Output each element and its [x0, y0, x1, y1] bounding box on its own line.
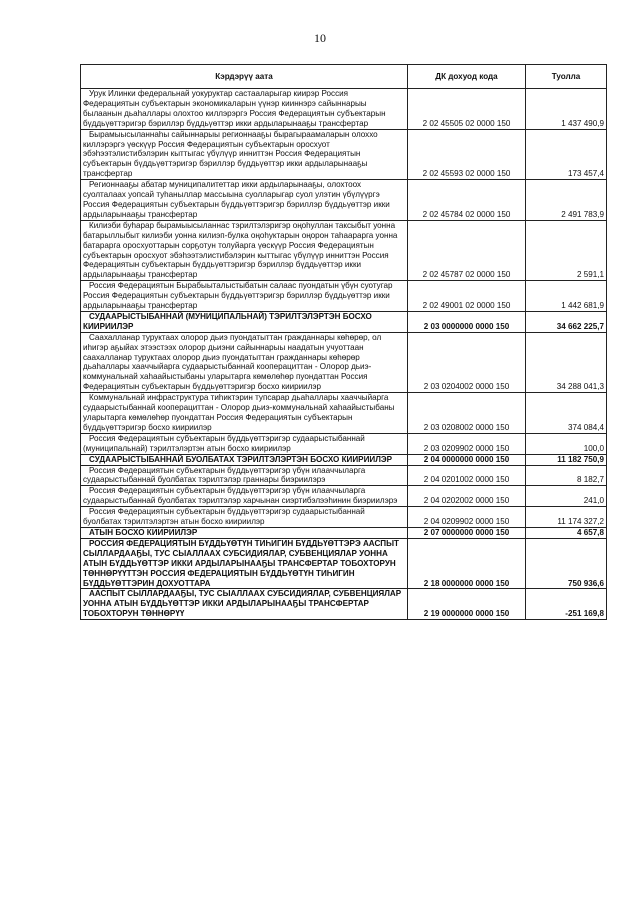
row-amount: 8 182,7: [526, 465, 607, 486]
row-name: Россия Федерациятын субъектарын бүддьүөттэригэр үбүн илааччыларга судаарыстыбаннай буолбатах тэрилтэлэр граннары биэриилэрэ: [81, 465, 408, 486]
table-row: [81, 433, 607, 454]
table-header-row: [81, 65, 607, 89]
table-row: [81, 454, 607, 465]
table-row: [81, 486, 607, 507]
table-row: [81, 507, 607, 528]
table-body: [81, 89, 607, 620]
table-row: [81, 332, 607, 392]
row-code: 2 04 0201002 0000 150: [408, 465, 526, 486]
row-name: СУДААРЫСТЫБАННАЙ БУОЛБАТАХ ТЭРИЛТЭЛЭРТЭН БОСХО КИИРИИЛЭР: [81, 454, 408, 465]
row-code: 2 03 0209902 0000 150: [408, 433, 526, 454]
row-amount: 2 491 783,9: [526, 180, 607, 221]
row-name: Россия Федерациятын субъектарын бүддьүөттэригэр судаарыстыбаннай буолбатах тэрилтэлэртэн атын босхо киириилэр: [81, 507, 408, 528]
row-name: Урук Илинки федеральнай уокуруктар састааларыгар киирэр Россия Федерациятын субъектарын экономикаларын үүнэр кииннэрэ сайыннарыы былаанын дьаһаллары олохтоо киллэрэргэ Россия Федерациятын субъектарын бүддьүөттэригэр бэриллэр бүддьүөттэр икки ардыларынааҕы трансфертар: [81, 89, 408, 130]
row-amount: 1 437 490,9: [526, 89, 607, 130]
row-code: 2 04 0000000 0000 150: [408, 454, 526, 465]
row-name: СУДААРЫСТЫБАННАЙ (МУНИЦИПАЛЬНАЙ) ТЭРИЛТЭЛЭРТЭН БОСХО КИИРИИЛЭР: [81, 311, 408, 332]
table-row: [81, 89, 607, 130]
row-amount: 241,0: [526, 486, 607, 507]
row-code: 2 03 0208002 0000 150: [408, 393, 526, 434]
row-name: Россия Федерациятын субъектарын бүддьүөттэригэр үбүн илааччыларга судаарыстыбаннай буолбатах тэрилтэлэр харчынан сиэртибэлээһинин биэриилэрэ: [81, 486, 408, 507]
row-amount: 750 936,6: [526, 538, 607, 589]
table-row: [81, 589, 607, 620]
row-code: 2 18 0000000 0000 150: [408, 538, 526, 589]
row-code: 2 03 0000000 0000 150: [408, 311, 526, 332]
row-name: Коммунальнай инфраструктура тиһиктэрин тупсарар дьаһаллары хааччыйарга судаарыстыбаннай кооперациттан - Олорор дьиэ-коммунальнай хаһаайыстыбаны уларытарга көмөлөһөр пуондаттан Россия Федерациятын субъектарын бүддьүөттэригэр босхо киириилэр: [81, 393, 408, 434]
row-amount: 100,0: [526, 433, 607, 454]
row-code: 2 19 0000000 0000 150: [408, 589, 526, 620]
row-amount: 34 662 225,7: [526, 311, 607, 332]
table-row: [81, 393, 607, 434]
row-code: 2 02 45593 02 0000 150: [408, 129, 526, 180]
row-name: Бырамыысыланнаһы сайыннарыы регионнааҕы бырагыраамаларын олоххо киллэрэргэ үөскүүр Россия Федерациятын субъектарын оросхуот эбэһээтэлистибэлэрин кыттыгас үбүлүүр инниттэн Россия Федерациятын субъектарын бүддьүөттэригэр бэриллэр бүддьүөттэр икки ардыларынааҕы трансфертар: [81, 129, 408, 180]
row-amount: 173 457,4: [526, 129, 607, 180]
table-row: [81, 180, 607, 221]
header-amount: Туолла: [526, 65, 607, 89]
table-row: [81, 220, 607, 280]
row-code: 2 02 45787 02 0000 150: [408, 220, 526, 280]
row-amount: 11 174 327,2: [526, 507, 607, 528]
row-amount: 4 657,8: [526, 527, 607, 538]
row-amount: 34 288 041,3: [526, 332, 607, 392]
header-name: Кэрдэрүү аата: [81, 65, 408, 89]
row-code: 2 03 0204002 0000 150: [408, 332, 526, 392]
row-amount: 374 084,4: [526, 393, 607, 434]
row-amount: 11 182 750,9: [526, 454, 607, 465]
row-name: Россия Федерациятын субъектарын бүддьүөттэригэр судаарыстыбаннай (муниципальнай) тэрилтэлэртэн атын босхо киириилэр: [81, 433, 408, 454]
row-amount: 1 442 681,9: [526, 281, 607, 312]
row-name: РОССИЯ ФЕДЕРАЦИЯТЫН БҮДДЬҮӨТҮН ТИҺИГИН БҮДДЬҮӨТТЭРЭ ААСПЫТ СЫЛЛАРДААҔЫ, ТУС СЫАЛЛААХ СУБСИДИЯЛАР, СУБВЕНЦИЯЛАР УОННА АТЫН БҮДДЬҮӨТТЭР ИККИ АРДЫЛАРЫНААҔЫ ТРАНСФЕРТАР ТОБОХТОРУН ТӨННӨРҮҮТТЭН РОССИЯ ФЕДЕРАЦИЯТЫН БҮДДЬҮӨТҮН ТИҺИГИН БҮДДЬҮӨТТЭРИН ДОХУОТТАРА: [81, 538, 408, 589]
row-name: АТЫН БОСХО КИИРИИЛЭР: [81, 527, 408, 538]
row-name: Саахалланар туруктаах олорор дьиэ пуондатыттан гражданнары көһөрөр, ол иһигэр аҕыйах этээстээх олорор дьиэни сайыннарыы наадатын учуоттаан саахалланар туруктаах олорор дьиэ пуондатыттан гражданнары көһөрөр дьаһаллары хааччыйарга судаарыстыбаннай кооперациттан - Олорор дьиэ-коммунальнай хаһаайыстыбаны уларытарга көмөлөһөр пуондаттан Россия Федерациятын субъектарын бүддьүөттэригэр босхо киириилэр: [81, 332, 408, 392]
row-code: 2 07 0000000 0000 150: [408, 527, 526, 538]
table-row: [81, 538, 607, 589]
table-row: [81, 527, 607, 538]
table-row: [81, 465, 607, 486]
table-row: [81, 281, 607, 312]
row-name: Килиэби буһарар бырамыысыланнас тэрилтэлэригэр оңоһуллан таксыбыт уонна батарыллыбыт килиэби уонна килиэп-булка оңоһуктарын оңорон таһаарарга уонна батарарга оросхуоттарын сорҕотун толуйарга үөскүүр Россия Федерациятын субъектарын оросхуот эбэһээтэлистибэлэрин кыттыгас үбүлүүр инниттэн Россия Федерациятын субъектарын бүддьүөттэригэр бэриллэр бүддьүөттэр икки ардыларынааҕы трансфертар: [81, 220, 408, 280]
table-row: [81, 129, 607, 180]
row-code: 2 04 0202002 0000 150: [408, 486, 526, 507]
row-code: 2 02 45505 02 0000 150: [408, 89, 526, 130]
table-row: [81, 311, 607, 332]
page-number: 10: [314, 31, 326, 45]
row-code: 2 02 45784 02 0000 150: [408, 180, 526, 221]
row-code: 2 02 49001 02 0000 150: [408, 281, 526, 312]
row-code: 2 04 0209902 0000 150: [408, 507, 526, 528]
row-amount: -251 169,8: [526, 589, 607, 620]
header-code: ДК дохуод кода: [408, 65, 526, 89]
row-name: Россия Федерациятын Бырабыыталыстыбатын салаас пуондатын үбүн суотугар Россия Федерациятын субъектарын бүддьүөттэригэр бэриллэр бүддьүөттэр икки ардыларынааҕы трансфертар: [81, 281, 408, 312]
row-name: Регионнааҕы абатар муниципалитеттар икки ардыларынааҕы, олохтоох суолталаах уопсай туһаныллар массыына суолларыгар суол улэтин үбүлүүргэ Россия Федерациятын субъектарын бүддьүөттэригэр бэриллэр бүддьүөттэр икки ардыларынааҕы трансфертар: [81, 180, 408, 221]
budget-table: [80, 64, 607, 620]
row-name: ААСПЫТ СЫЛЛАРДААҔЫ, ТУС СЫАЛЛААХ СУБСИДИЯЛАР, СУБВЕНЦИЯЛАР УОННА АТЫН БҮДДЬҮӨТТЭР ИККИ АРДЫЛАРЫНААҔЫ ТРАНСФЕРТАР ТОБОХТОРУН ТӨННӨРҮҮ: [81, 589, 408, 620]
row-amount: 2 591,1: [526, 220, 607, 280]
